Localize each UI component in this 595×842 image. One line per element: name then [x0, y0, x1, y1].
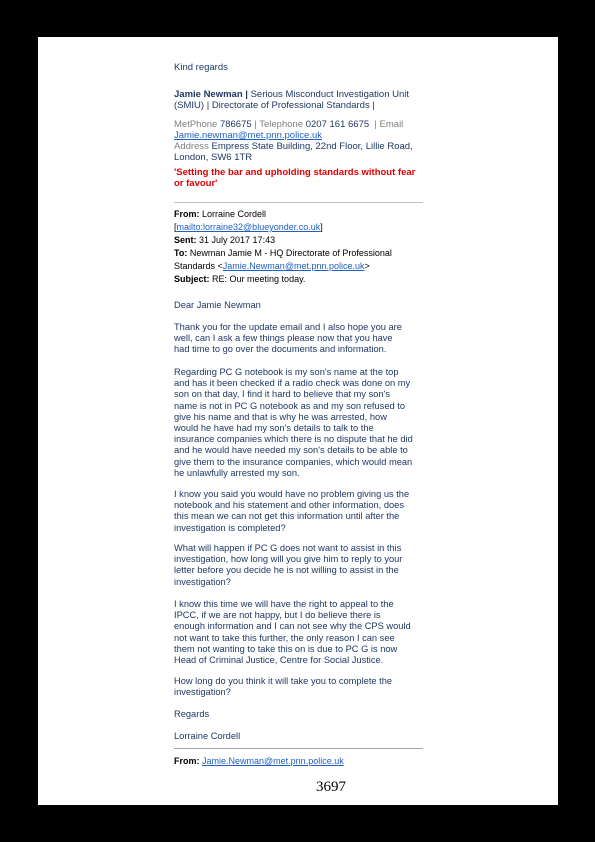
- paragraph-3: I know you said you would have no problem giving us the notebook and his statement and other information, does this mean we can not get this information until after the investigation is completed?: [174, 489, 410, 533]
- sent-value: 31 July 2017 17:43: [199, 235, 276, 245]
- metphone-value: 786675: [219, 119, 252, 130]
- paragraph-2: Regarding PC G notebook is my son's name at the top and has it been checked if a radio check was done on my son on that day, I find it hard to believe that my son's name is not in PC G notebook as and my son refused to give his name and that is why he was arrested, how would he have had my son's details to talk to the insurance companies which there is no dispute that he did and he would have needed my son's details to be able to give them to the insurance companies, which would mean he unlawfully arrested my son.: [174, 367, 413, 478]
- metphone-label: MetPhone: [174, 119, 218, 130]
- telephone-value: 0207 161 6675: [305, 119, 370, 130]
- motto-line2: or favour': [174, 178, 218, 189]
- regards-text: Regards: [174, 709, 210, 719]
- closing-text: Kind regards: [174, 62, 228, 73]
- from-mailto-row: [mailto:lorraine32@blueyonder.co.uk]: [174, 222, 323, 232]
- signature-name-unit: [174, 89, 424, 101]
- signature-phone-line: MetPhone 786675 | Telephone 0207 161 6675 | Email: [174, 119, 404, 130]
- signoff-name: Lorraine Cordell: [174, 731, 241, 741]
- subject-row: Subject: RE: Our meeting today.: [174, 274, 306, 284]
- page-number: 3697: [316, 779, 346, 795]
- signature-email-link[interactable]: Jamie.newman@met.pnn.police.uk: [174, 130, 322, 141]
- subject-value: RE: Our meeting today.: [212, 274, 306, 284]
- footer-from-email-link[interactable]: Jamie.Newman@met.pnn.police.uk: [202, 756, 344, 766]
- from-value: Lorraine Cordell: [202, 209, 267, 219]
- signature-address-line: [174, 141, 413, 153]
- greeting: Dear Jamie Newman: [174, 300, 261, 310]
- footer-from-row: From: Jamie.Newman@met.pnn.police.uk: [174, 756, 344, 766]
- address-value: Empress State Building, 22nd Floor, Lillie Road,: [211, 141, 413, 152]
- to-value: Newman Jamie M - HQ Directorate of Professional: [189, 248, 392, 258]
- from-row: From: Lorraine Cordell: [174, 209, 267, 219]
- separator: |: [242, 89, 251, 100]
- email-label: Email: [379, 119, 404, 130]
- paragraph-4: What will happen if PC G does not want to assist in this investigation, how long will you give him to reply to your letter before you decide he is not willing to assist in the investigation?: [174, 543, 403, 587]
- sent-row: Sent: 31 July 2017 17:43: [174, 235, 276, 245]
- paragraph-1: Thank you for the update email and I also hope you are well, can I ask a few things please now that you have had time to go over the documents and information.: [174, 322, 402, 355]
- address-line2: London, SW6 1TR: [174, 152, 253, 163]
- divider-footer: [174, 748, 423, 749]
- from-mailto-link[interactable]: mailto:lorraine32@blueyonder.co.uk: [176, 222, 321, 232]
- paragraph-5: I know this time we will have the right to appeal to the IPCC, if we are not happy, but I do believe there is enough information and I can not see why the CPS would not want to take this further, the only reason I can see them not wanting to take this on is due to PC G is now Head of Criminal Justice, Centre for Social Justice.: [174, 599, 411, 666]
- address-label: Address: [174, 141, 209, 152]
- to-row: To: Newman Jamie M - HQ Directorate of Professional: [174, 248, 392, 258]
- divider: [174, 202, 423, 203]
- signature-unit-line2: (SMIU) | Directorate of Professional Standards |: [174, 100, 375, 111]
- signature-name: Jamie Newman: [174, 89, 243, 100]
- to-row-2: Standards <Jamie.Newman@met.pnn.police.uk>: [174, 261, 370, 271]
- motto-line1: 'Setting the bar and upholding standards without fear: [174, 167, 416, 178]
- telephone-label: Telephone: [259, 119, 304, 130]
- to-email-link[interactable]: Jamie.Newman@met.pnn.police.uk: [222, 261, 365, 271]
- email-header: [174, 208, 424, 286]
- signature-unit: Serious Misconduct Investigation Unit: [250, 89, 410, 100]
- paragraph-6: How long do you think it will take you to complete the investigation?: [174, 676, 393, 698]
